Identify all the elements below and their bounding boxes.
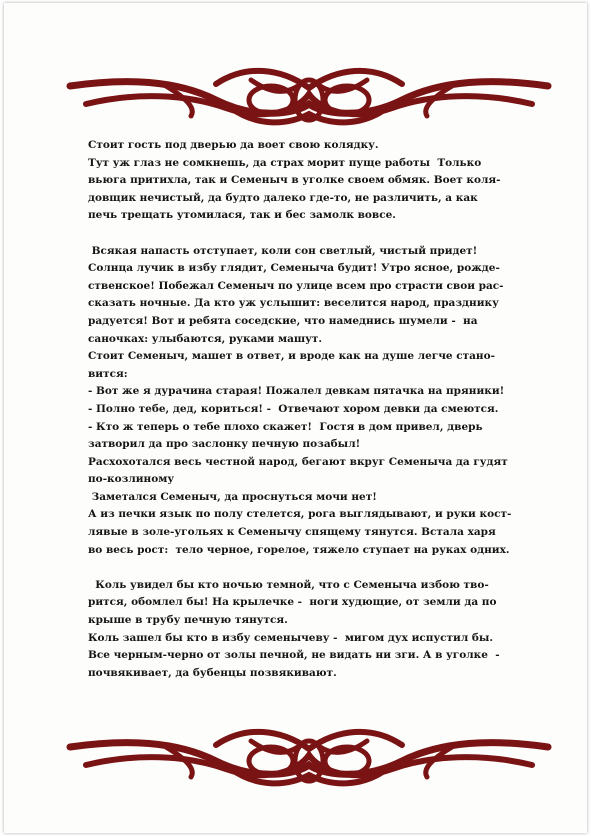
text-line: Расхохотался весь честной народ, бегают вкруг Семеныча да гудят: [88, 455, 508, 468]
text-line: ственское! Побежал Семеныч по улице всем про страсти свои рас-: [88, 279, 504, 292]
celtic-knot-ornament-icon: [66, 64, 552, 130]
text-line: довщик нечистый, да будто далеко где-то, не различить, а как: [88, 191, 478, 204]
text-line: А из печки язык по полу стелется, рога выглядывают, и руки кост-: [88, 508, 512, 521]
celtic-knot-ornament-icon: [66, 725, 552, 791]
document-page: [4, 3, 587, 833]
text-line: лявые в золе-угольях к Семенычу спящему тянутся. Встала харя: [88, 526, 496, 539]
text-line: Солнца лучик в избу глядит, Семеныча будит! Утро ясное, рожде-: [88, 262, 500, 275]
text-line: саночках: улыбаются, руками машут.: [88, 332, 323, 345]
text-line: крыше в трубу печную тянутся.: [88, 614, 288, 627]
text-line: рится, обомлел бы! На крылечке - ноги худющие, от земли да по: [88, 596, 497, 609]
text-line: [88, 225, 528, 243]
text-line: почвякивает, да бубенцы позвякивают.: [88, 666, 337, 679]
text-line: [88, 559, 528, 577]
text-line: Коль увидел бы кто ночью темной, что с Семеныча избою тво-: [88, 578, 489, 591]
ornament-svg-bottom: [66, 725, 552, 791]
text-line: радуется! Вот и ребята соседские, что намеднись шумели - на: [88, 314, 478, 327]
text-line: сказать ночные. Да кто уж услышит: веселится народ, празднику: [88, 297, 499, 310]
text-line: Коль зашел бы кто в избу семенычеву - мигом дух испустил бы.: [88, 631, 494, 644]
text-line: печь трещать утомилася, так и бес замолк вовсе.: [88, 209, 396, 222]
text-line: вится:: [88, 367, 128, 380]
story-text: [88, 137, 528, 682]
text-line: Стоит Семеныч, машет в ответ, и вроде как на душе легче стано-: [88, 350, 495, 363]
text-line: во весь рост: тело черное, горелое, тяжело ступает на руках одних.: [88, 543, 510, 556]
text-line: по-козлиному: [88, 473, 175, 486]
text-line: - Полно тебе, дед, кориться! - Отвечают хором девки да смеются.: [88, 402, 499, 415]
text-line: Заметался Семеныч, да проснуться мочи нет!: [88, 490, 377, 503]
text-line: Всякая напасть отступает, коли сон светлый, чистый придет!: [88, 244, 478, 257]
ornament-svg-top: [66, 64, 552, 130]
text-line: - Кто ж теперь о тебе плохо скажет! Гостя в дом привел, дверь: [88, 420, 483, 433]
text-line: Все черным-черно от золы печной, не видать ни зги. А в уголке -: [88, 649, 500, 662]
text-line: Стоит гость под дверью да воет свою колядку.: [88, 139, 379, 151]
text-line: - Вот же я дурачина старая! Пожалел девкам пятачка на пряники!: [88, 385, 505, 398]
text-line: вьюга притихла, так и Семеныч в уголке своем обмяк. Воет коля-: [88, 174, 501, 187]
text-line: Тут уж глаз не сомкнешь, да страх морит пуще работы Только: [88, 156, 482, 169]
text-line: затворил да про заслонку печную позабыл!: [88, 438, 361, 451]
